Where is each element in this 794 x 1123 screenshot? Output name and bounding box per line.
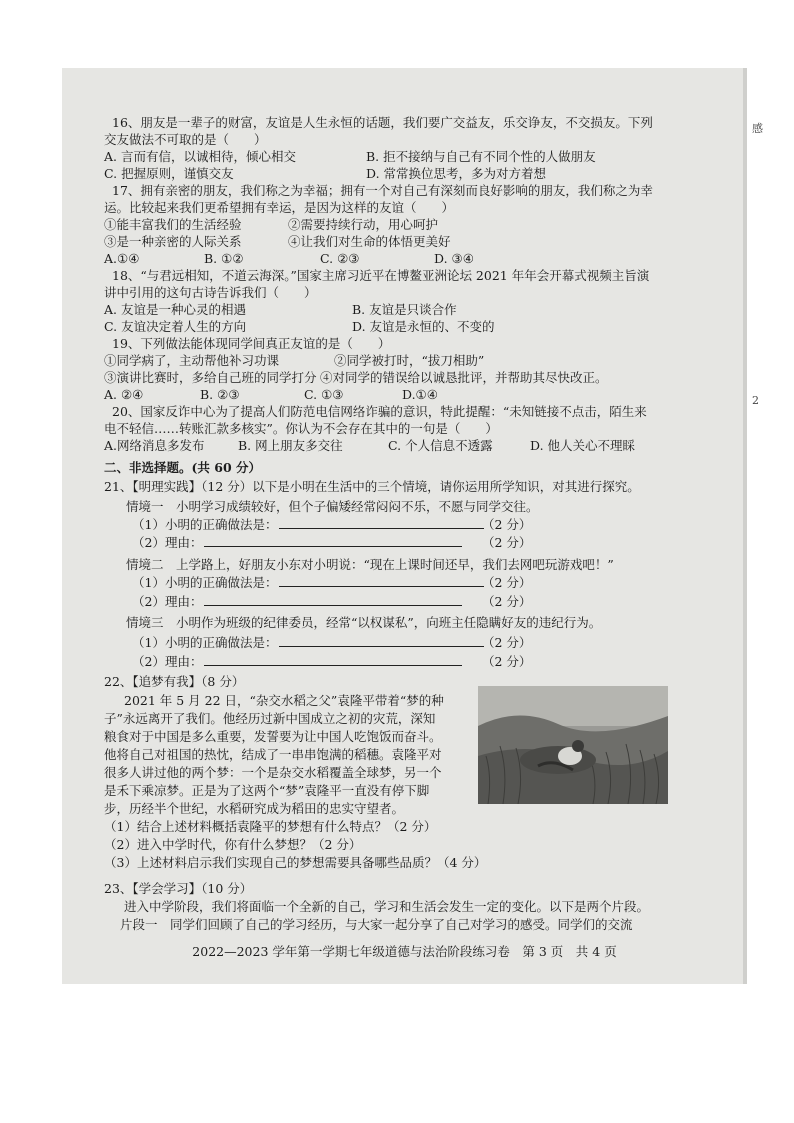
answer-blank [279,574,484,587]
margin-char-top: 感 [752,122,763,135]
q21-scenario-3: 情境三 小明作为班级的纪律委员，经常“以权谋私”，向班主任隐瞒好友的违纪行为。 [126,615,602,630]
margin-char-mid: 2 [752,394,759,407]
q21-s3-part1-label: （1）小明的正确做法是： [132,635,278,650]
q21-s1-part1-score: （2 分） [482,517,532,532]
q17-item-4: ④让我们对生命的体悟更美好 [288,234,451,249]
q20-stem-line1: 20、国家反诈中心为了提高人们防范电信网络诈骗的意识，特此提醒：“未知链接不点击，陌生来 [112,404,647,419]
q18-option-d: D. 友谊是永恒的、不变的 [352,319,495,334]
q20-option-b: B. 网上朋友多交往 [238,438,343,453]
q19-option-b: B. ②③ [200,387,240,402]
q22-material-line7: 步，历经半个世纪，水稻研究成为稻田的忠实守望者。 [104,801,405,816]
exam-page [62,68,747,984]
q22-material-line2: 子”永远离开了我们。他经历过新中国成立之初的灾荒，深知 [104,711,436,726]
q23-heading: 23、【学会学习】（10 分） [104,881,253,896]
q22-material-line6: 是禾下乘凉梦。正是为了这两个“梦”袁隆平一直没有停下脚 [104,783,430,798]
q19-item-4: ④对同学的错误给以诚恳批评，并帮助其尽快改正。 [320,370,608,385]
q18-stem-line1: 18、“与君远相知，不道云海深。”国家主席习近平在博鳌亚洲论坛 2021 年年会开幕式视频主旨演 [112,268,650,283]
q21-s1-part2 [132,534,464,551]
q21-s3-part2-label: （2）理由： [132,654,203,669]
q21-s1-part2-score: （2 分） [482,535,532,550]
q21-heading: 21、【明理实践】（12 分）以下是小明在生活中的三个情境，请你运用所学知识，对其进行探究。 [104,479,640,494]
q22-heading: 22、【追梦有我】（8 分） [104,674,245,689]
q19-option-c: C. ①③ [304,387,344,402]
q20-stem-line2: 电不轻信……转账汇款多核实”。你认为不会存在其中的一句是（ ） [104,421,498,436]
q19-option-d: D.①④ [402,387,438,402]
q18-option-c: C. 友谊决定着人生的方向 [104,319,247,334]
q18-stem-line2: 讲中引用的这句古诗告诉我们（ ） [104,285,317,300]
q21-s2-part1 [132,574,486,591]
q23-intro-line2: 片段一 同学们回顾了自己的学习经历，与大家一起分享了自己对学习的感受。同学们的交流 [120,917,633,932]
q21-s3-part1 [132,634,486,651]
q18-option-b: B. 友谊是只谈合作 [352,302,457,317]
q18-option-a: A. 友谊是一种心灵的相遇 [104,302,246,317]
q21-scenario-1: 情境一 小明学习成绩较好，但个子偏矮经常闷闷不乐，不愿与同学交往。 [126,499,539,514]
q17-option-b: B. ①② [204,251,244,266]
q17-option-d: D. ③④ [434,251,474,266]
rice-field-photo [478,686,668,804]
q19-stem: 19、下列做法能体现同学间真正友谊的是（ ） [112,336,391,351]
q23-intro-line1: 进入中学阶段，我们将面临一个全新的自己，学习和生活会发生一定的变化。以下是两个片段。 [124,899,650,914]
q21-s2-part1-score: （2 分） [482,575,532,590]
q16-option-b: B. 拒不接纳与自己有不同个性的人做朋友 [366,149,596,164]
q20-option-d: D. 他人关心不理睬 [530,438,636,453]
q17-item-2: ②需要持续行动，用心呵护 [288,217,439,232]
q20-option-c: C. 个人信息不透露 [388,438,493,453]
answer-blank [204,593,462,606]
section2-title: 二、非选择题。(共 60 分） [104,460,262,475]
q16-option-d: D. 常常换位思考，多为对方着想 [366,166,547,181]
q21-s2-part2 [132,593,464,610]
q21-s2-part1-label: （1）小明的正确做法是： [132,575,278,590]
q22-material-line4: 他将自己对祖国的热忱，结成了一串串饱满的稻穗。袁隆平对 [104,747,442,762]
answer-blank [279,634,484,647]
q19-item-1: ①同学病了，主动帮他补习功课 [104,353,280,368]
q21-s1-part1-label: （1）小明的正确做法是： [132,517,278,532]
q22-material-line3: 粮食对于中国是多么重要，发誓要为让中国人吃饱饭而奋斗。 [104,729,442,744]
q19-option-a: A. ②④ [104,387,144,402]
q21-s1-part2-label: （2）理由： [132,535,203,550]
q17-item-1: ①能丰富我们的生活经验 [104,217,242,232]
q17-option-c: C. ②③ [320,251,360,266]
q17-option-a: A.①④ [104,251,140,266]
page-footer: 2022—2023 学年第一学期七年级道德与法治阶段练习卷 第 3 页 共 4 页 [192,944,617,959]
q16-stem-line1: 16、朋友是一辈子的财富，友谊是人生永恒的话题，我们要广交益友，乐交诤友，不交损友。下列 [112,115,653,130]
q21-s3-part1-score: （2 分） [482,635,532,650]
q21-s2-part2-score: （2 分） [482,594,532,609]
page-edge [743,68,747,984]
q22-material-line5: 很多人讲过他的两个梦：一个是杂交水稻覆盖全球梦，另一个 [104,765,442,780]
q21-scenario-2: 情境二 上学路上，好朋友小东对小明说：“现在上课时间还早，我们去网吧玩游戏吧！” [126,557,614,572]
q17-item-3: ③是一种亲密的人际关系 [104,234,242,249]
q21-s1-part1 [132,516,486,533]
q19-item-3: ③演讲比赛时，多给自己班的同学打分 [104,370,317,385]
q21-s2-part2-label: （2）理由： [132,594,203,609]
answer-blank [204,653,462,666]
q22-question-3: （3）上述材料启示我们实现自己的梦想需要具备哪些品质？（4 分） [104,855,487,870]
q16-stem-line2: 交友做法不可取的是（ ） [104,132,267,147]
q22-question-2: （2）进入中学时代，你有什么梦想？（2 分） [104,837,362,852]
q16-option-a: A. 言而有信，以诚相待，倾心相交 [104,149,296,164]
q21-s3-part2 [132,653,464,670]
q16-option-c: C. 把握原则，谨慎交友 [104,166,234,181]
q17-stem-line2: 运。比较起来我们更希望拥有幸运，是因为这样的友谊（ ） [104,200,455,215]
answer-blank [204,534,462,547]
q22-question-1: （1）结合上述材料概括袁隆平的梦想有什么特点？（2 分） [104,819,437,834]
answer-blank [279,516,484,529]
q22-material-line1: 2021 年 5 月 22 日，“杂交水稻之父”袁隆平带着“梦的种 [124,693,444,708]
q20-option-a: A.网络消息多发布 [104,438,205,453]
q21-s3-part2-score: （2 分） [482,654,532,669]
q19-item-2: ②同学被打时，“拔刀相助” [334,353,485,368]
q17-stem-line1: 17、拥有亲密的朋友，我们称之为幸福；拥有一个对自己有深刻而良好影响的朋友，我们称之为幸 [112,183,653,198]
